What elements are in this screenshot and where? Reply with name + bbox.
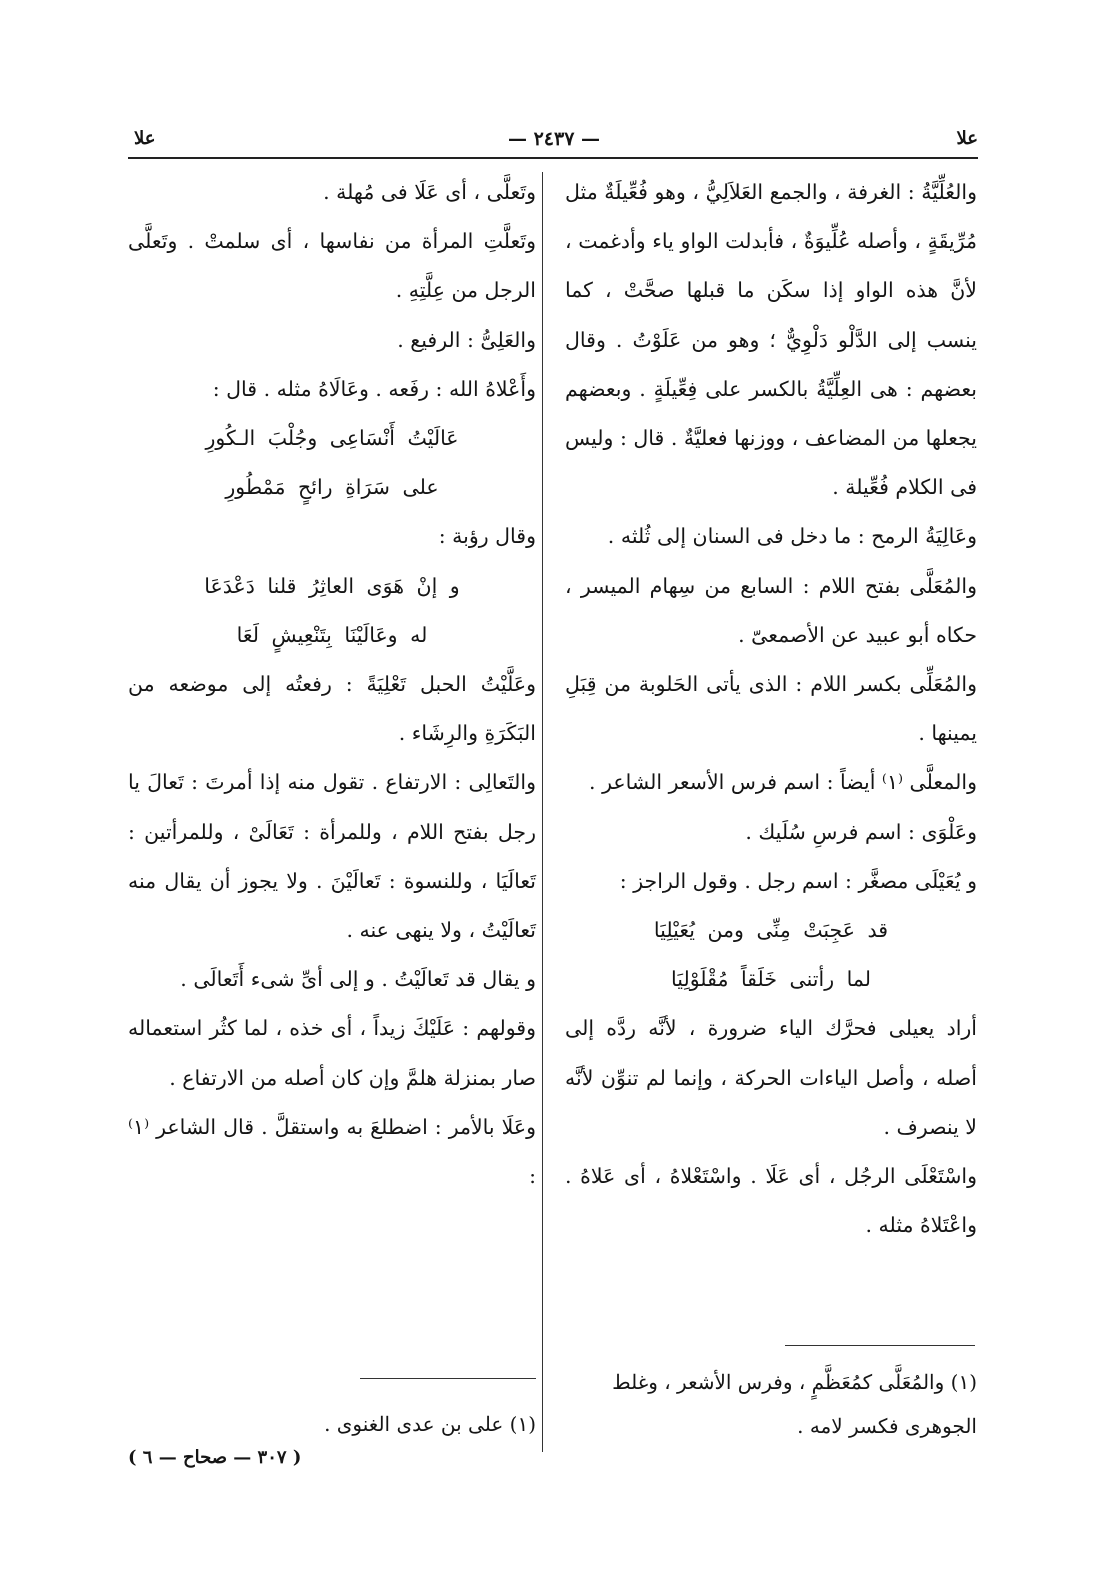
verse-line: عَالَيْتُ أَنْسَاعِى وجُلْبَ الـكُورِ [205,426,459,451]
entry-paragraph: وقال رؤبة : [438,524,536,549]
verse-line: قد عَجِبَتْ مِنِّى ومن يُعَيْلِيَا [653,918,889,943]
entry-paragraph: و يُعَيْلَى مصغَّر : اسم رجل . وقول الراجز : [619,868,977,893]
entry-paragraph: واسْتَعْلَى الرجُل ، أى عَلَا . واسْتَعْلاهُ ، أى عَلاهُ . واعْتَلاهُ مثله . [565,1164,977,1238]
entry-paragraph: وأَعْلاهُ الله : رفَعه . وعَالَاهُ مثله . قال : [212,376,536,401]
entry-paragraph: وعَالِيَةُ الرمح : ما دخل فى السنان إلى ثُلثه . [607,524,977,549]
right-column [565,168,977,1250]
header-keyword-right: علا [956,128,978,149]
entry-paragraph: والمُعَلِّى بكسر اللام : الذى يأتى الحَلوبة من قِبَلِ يمينها . [565,672,977,746]
footnote-rule-right [785,1345,975,1346]
verse-line: و إنْ هَوَى العاثِرُ قلنا دَعْدَعَا [204,573,460,598]
signature-text: ( ٣٠٧ — صحاح — ٦ ) [128,1447,302,1468]
entry-paragraph: أراد يعيلى فحرَّك الياء ضرورة ، لأنَّه ردَّه إلى أصله ، وأصل الياءات الحركة ، وإنما لم تنوِّن لأنَّه لا ينصرف . [565,1016,977,1139]
verse-line: له وعَالَيْنَا بِتَنْعِيشٍ لَعَا [236,622,428,647]
page-header [130,128,978,156]
entry-paragraph: وعَلْوَى : اسم فرسِ سُلَيك . [745,819,977,844]
entry-paragraph: وتَعلَّى ، أى عَلَا فى مُهلة . [323,180,536,204]
header-keyword-left: علا [134,128,156,149]
entry-paragraph: وتَعلَّتِ المرأة من نفاسها ، أى سلمتْ . وتَعلَّى الرجل من عِلَّتِهِ . [128,229,536,303]
entry-paragraph: والتَعالِى : الارتفاع . تقول منه إذا أمرتَ : تَعالَ يا رجل بفتح اللام ، وللمرأة : تَعَالَىْ ، وللمرأتين : تَعالَيَا ، وللنسوة : تَعالَيْنَ . ولا يجوز أن يقال منه تَعالَيْتُ ، ولا ينهى عنه . [128,770,536,943]
header-rule [128,157,978,159]
left-column [128,168,536,1201]
entry-paragraph: وعَلَا بالأمر : اضطلعَ به واستقلَّ . قال الشاعر ⁽١⁾ : [128,1114,536,1189]
entry-paragraph: والمعلَّى ⁽١⁾ أيضاً : اسم فرس الأسعر الشاعر . [589,770,977,795]
verse-line: على سَرَاةِ رائحٍ مَمْطُورِ [225,475,439,500]
entry-paragraph: وقولهم : عَلَيْكَ زيداً ، أى خذه ، لما كثُر استعماله صار بمنزلة هلمَّ وإن كان أصله من الارتفاع . [128,1016,536,1090]
footnote-left: (١) على بن عدى الغنوى . [324,1412,536,1436]
entry-paragraph: والعَلِىُّ : الرفيع . [397,327,536,352]
entry-paragraph: والعُلِّيَّةُ : الغرفة ، والجمع العَلاَلِيُّ ، وهو فُعِّيلَةٌ مثل مُرِّيقَةٍ ، وأصله عُلِّيوَةٌ ، فأبدلت الواو ياء وأدغمت ، لأنَّ هذه الواو إذا سكَن ما قبلها صحَّتْ ، كما ينسب إلى الدَّلْو دَلْوِيٌّ ؛ وهو من عَلَوْتُ . وقال بعضهم : هى العِلِّيَّةُ بالكسر على فِعِّيلَةٍ . وبعضهم يجعلها من المضاعف ، ووزنها فعليَّةٌ . قال : وليس فى الكلام فُعِّيلة . [564,180,977,500]
column-divider [542,172,543,1452]
footnote-rule-left [360,1378,536,1379]
page-number: — ٢٤٣٧ — [507,128,601,150]
entry-paragraph: والمُعَلَّى بفتح اللام : السابع من سِهام الميسر ، حكاه أبو عبيد عن الأصمعىّ . [565,573,977,647]
footnote-right: (١) والمُعَلَّى كمُعَظَّمٍ ، وفرس الأشعر ، وغلط الجوهرى فكسر لامه . [612,1370,977,1438]
entry-paragraph: و يقال قد تَعالَيْتُ . و إلى أىِّ شىء أَتَعالَى . [180,967,536,992]
printer-signature [128,1447,348,1468]
entry-paragraph: وعَلَّيْتُ الحبل تَعْلِيَةً : رفعتُه إلى موضعه من البَكَرَةِ والرِشَاء . [128,672,536,746]
verse-line: لما رأتنى خَلَقاً مُقْلَوْلِيَا [671,967,871,992]
